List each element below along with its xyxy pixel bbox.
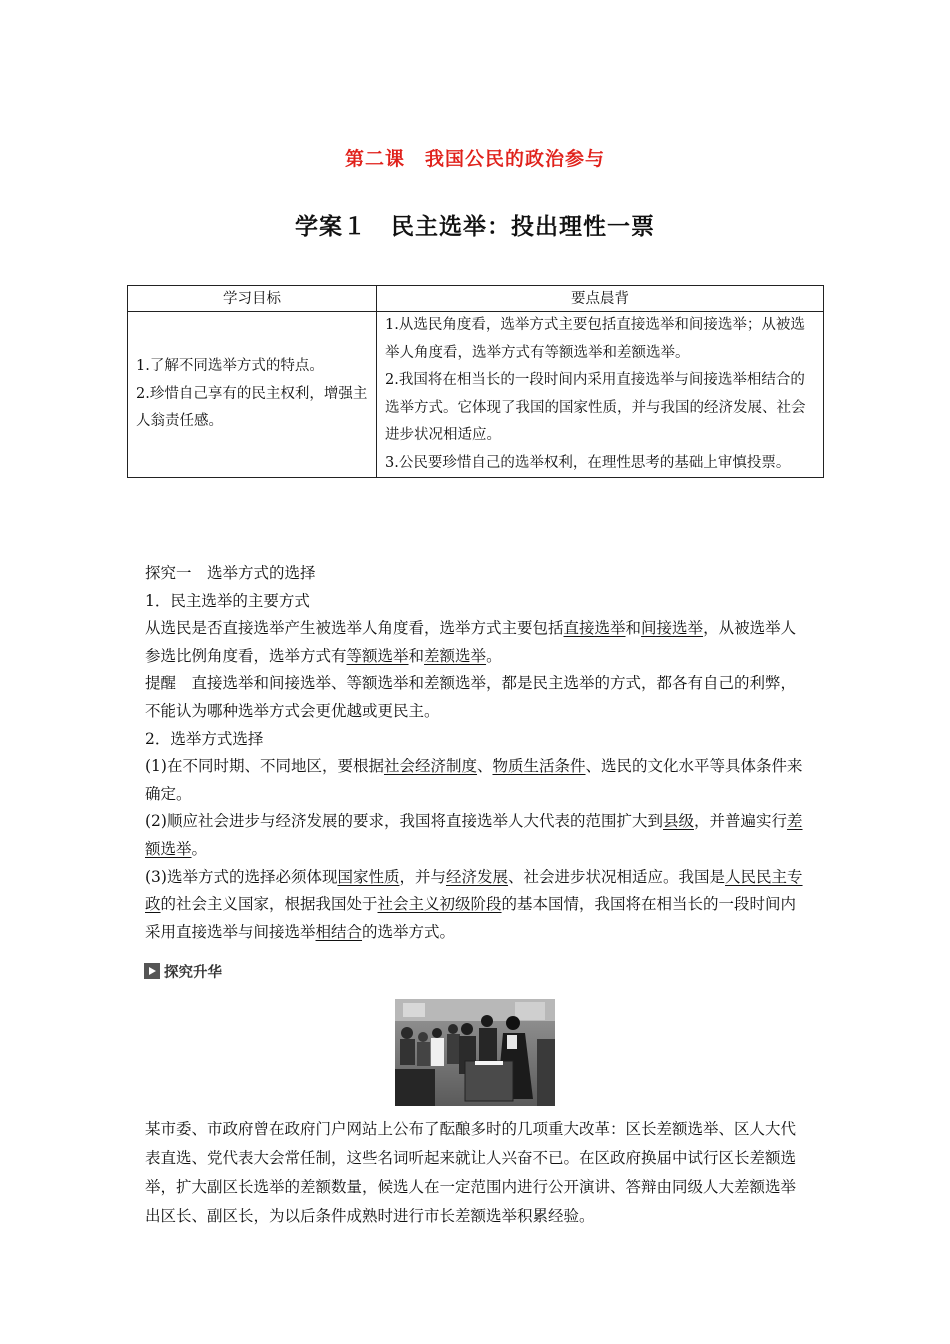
choice-item-3 xyxy=(145,864,810,947)
text-span: 的社会主义国家，根据我国处于 xyxy=(160,895,378,914)
answer-underline: 经济发展 xyxy=(446,867,509,886)
answer-underline: 社会经济制度 xyxy=(383,757,477,776)
text-span: (1)在不同时期、不同地区，要根据 xyxy=(145,757,384,776)
answer-underline: 间接选举 xyxy=(641,619,704,638)
answer-underline: 物质生活条件 xyxy=(492,757,586,776)
answer-underline: 人民民主专政 xyxy=(145,867,803,914)
answer-underline: 相结合 xyxy=(315,922,363,941)
text-span: 和 xyxy=(625,619,642,638)
answer-underline: 县级 xyxy=(662,812,694,831)
text-span: ，并普遍实行 xyxy=(693,812,787,831)
point-item: 2.我国将在相当长的一段时间内采用直接选举与间接选举相结合的选举方式。它体现了我国的国家性质，并与我国的经济发展、社会进步状况相适应。 xyxy=(385,372,806,443)
choice-item-2 xyxy=(145,808,810,863)
text-span: 。 xyxy=(191,839,208,858)
text-span: 、社会进步状况相适应。我国是 xyxy=(508,867,726,886)
subheading-main-methods: 1．民主选举的主要方式 xyxy=(145,591,310,610)
tip-paragraph: 提醒 直接选举和间接选举、等额选举和差额选举，都是民主选举的方式，都各有自己的利弊，不能认为哪种选举方式会更优越或更民主。 xyxy=(145,674,797,720)
banner-label: 探究升华 xyxy=(164,964,222,981)
text-span: 的基本国情，我国将在相当长的一段时间内采用直接选举与间接选举 xyxy=(145,895,797,941)
text-span: 的选举方式。 xyxy=(362,922,456,941)
header-learning-goals: 学习目标 xyxy=(128,286,377,312)
text-span: 从选民是否直接选举产生被选举人角度看，选举方式主要包括 xyxy=(145,619,564,638)
text-span: 、选民的文化水平等具体条件来确定。 xyxy=(145,757,803,803)
answer-underline: 差额选举 xyxy=(145,812,803,858)
answer-underline: 等额选举 xyxy=(346,646,409,665)
text-span: (2)顺应社会进步与经济发展的要求，我国将直接选举人大代表的范围扩大到 xyxy=(145,812,663,831)
table-body-row xyxy=(128,312,824,478)
case-paragraph: 某市委、市政府曾在政府门户网站上公布了酝酿多时的几项重大改革：区长差额选举、区人大代表直选、党代表大会常任制，这些名词听起来就让人兴奋不已。在区政府换届中试行区长差额选举，扩大副区长选举的差额数量，候选人在一定范围内进行公开演讲、答辩由同级人大差额选举出区长、副区长，为以后条件成熟时进行市长差额选举积累经验。 xyxy=(145,1120,797,1225)
learning-table xyxy=(127,285,824,478)
point-item: 3.公民要珍惜自己的选举权利，在理性思考的基础上审慎投票。 xyxy=(385,454,791,471)
text-span: 和 xyxy=(408,646,425,665)
goal-item: 2.珍惜自己享有的民主权利，增强主人翁责任感。 xyxy=(136,385,368,430)
section-heading: 探究一 选举方式的选择 xyxy=(145,564,316,582)
goal-item: 1.了解不同选举方式的特点。 xyxy=(136,358,324,375)
text-span: 、 xyxy=(476,757,493,776)
voting-photo xyxy=(395,999,555,1106)
text-span: ，并与 xyxy=(399,867,446,886)
text-span: 。 xyxy=(486,646,502,665)
answer-underline: 社会主义初级阶段 xyxy=(377,895,502,914)
answer-underline: 差额选举 xyxy=(424,646,487,665)
inquiry-section xyxy=(145,560,810,946)
inquiry-upgrade-banner xyxy=(144,962,222,980)
methods-paragraph xyxy=(145,615,810,670)
goals-cell xyxy=(128,312,377,478)
lesson-title: 第二课 我国公民的政治参与 xyxy=(344,148,605,170)
play-triangle-icon xyxy=(144,963,160,979)
answer-underline: 直接选举 xyxy=(563,619,626,638)
case-title: 学案１ 民主选举：投出理性一票 xyxy=(295,214,655,240)
points-cell xyxy=(377,312,824,478)
choice-item-1 xyxy=(145,753,810,808)
text-span: ，从被选举人参选比例角度看，选举方式有 xyxy=(145,619,797,665)
text-span: (3)选举方式的选择必须体现 xyxy=(145,867,338,886)
subheading-method-choice: 2．选举方式选择 xyxy=(145,729,264,748)
point-item: 1.从选民角度看，选举方式主要包括直接选举和间接选举；从被选举人角度看，选举方式有等额选举和差额选举。 xyxy=(385,317,805,361)
answer-underline: 国家性质 xyxy=(337,867,400,886)
header-key-points: 要点晨背 xyxy=(377,286,824,312)
table-header-row xyxy=(128,286,824,312)
